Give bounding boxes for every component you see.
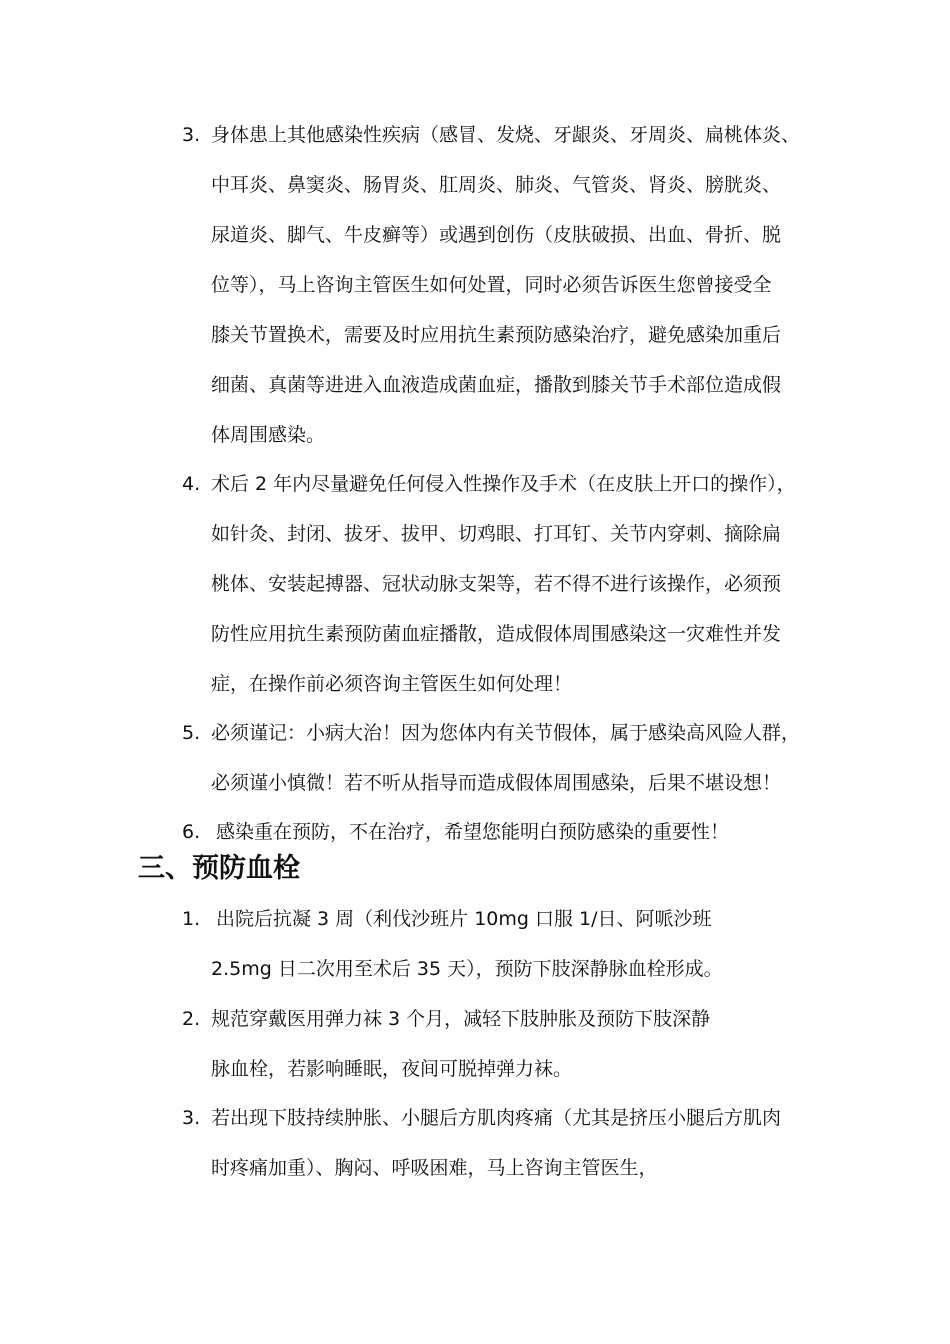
list-text-line: 体周围感染。	[211, 424, 326, 446]
list-number: 4.	[182, 473, 201, 495]
list-text-line: 术后 2 年内尽量避免任何侵入性操作及手术（在皮肤上开口的操作），	[211, 473, 796, 495]
list-text-line: 身体患上其他感染性疾病（感冒、发烧、牙龈炎、牙周炎、扁桃体炎、	[211, 124, 801, 146]
list-text-line: 必须谨小慎微！若不听从指导而造成假体周围感染，后果不堪设想！	[211, 772, 782, 794]
list-text-line: 桃体、安装起搏器、冠状动脉支架等，若不得不进行该操作，必须预	[211, 573, 782, 595]
list-text-line: 出院后抗凝 3 周（利伐沙班片 10mg 口服 1/日、阿哌沙班	[216, 908, 712, 930]
list-text-line: 感染重在预防，不在治疗，希望您能明白预防感染的重要性！	[216, 821, 730, 843]
list-text-line: 脉血栓，若影响睡眠，夜间可脱掉弹力袜。	[211, 1058, 573, 1080]
section-heading: 三、预防血栓	[138, 853, 300, 884]
list-text-line: 时疼痛加重）、胸闷、呼吸困难，马上咨询主管医生，	[211, 1157, 658, 1179]
list-text-line: 尿道炎、脚气、牛皮癣等）或遇到创伤（皮肤破损、出血、骨折、脱	[211, 224, 782, 246]
list-number: 3.	[182, 1107, 201, 1129]
list-number: 5.	[182, 722, 201, 744]
list-number: 3.	[182, 124, 201, 146]
list-text-line: 必须谨记：小病大治！因为您体内有关节假体，属于感染高风险人群，	[211, 722, 801, 744]
list-text-line: 位等），马上咨询主管医生如何处置，同时必须告诉医生您曾接受全	[211, 274, 772, 296]
list-text-line: 中耳炎、鼻窦炎、肠胃炎、肛周炎、肺炎、气管炎、肾炎、膀胱炎、	[211, 174, 782, 196]
list-text-line: 如针灸、封闭、拔牙、拔甲、切鸡眼、打耳钉、关节内穿刺、摘除扁	[211, 523, 782, 545]
list-number: 6.	[182, 821, 201, 843]
list-text-line: 膝关节置换术，需要及时应用抗生素预防感染治疗，避免感染加重后	[211, 324, 782, 346]
list-text-line: 若出现下肢持续肿胀、小腿后方肌肉疼痛（尤其是挤压小腿后方肌肉	[211, 1107, 782, 1129]
list-text-line: 规范穿戴医用弹力袜 3 个月，减轻下肢肿胀及预防下肢深静	[211, 1008, 711, 1030]
list-number: 1.	[182, 908, 201, 930]
list-number: 2.	[182, 1008, 201, 1030]
list-text-line: 细菌、真菌等进进入血液造成菌血症，播散到膝关节手术部位造成假	[211, 374, 782, 396]
list-text-line: 防性应用抗生素预防菌血症播散，造成假体周围感染这一灾难性并发	[211, 623, 782, 645]
list-text-line: 2.5mg 日二次用至术后 35 天），预防下肢深静脉血栓形成。	[211, 958, 723, 980]
list-text-line: 症，在操作前必须咨询主管医生如何处理！	[211, 673, 573, 695]
